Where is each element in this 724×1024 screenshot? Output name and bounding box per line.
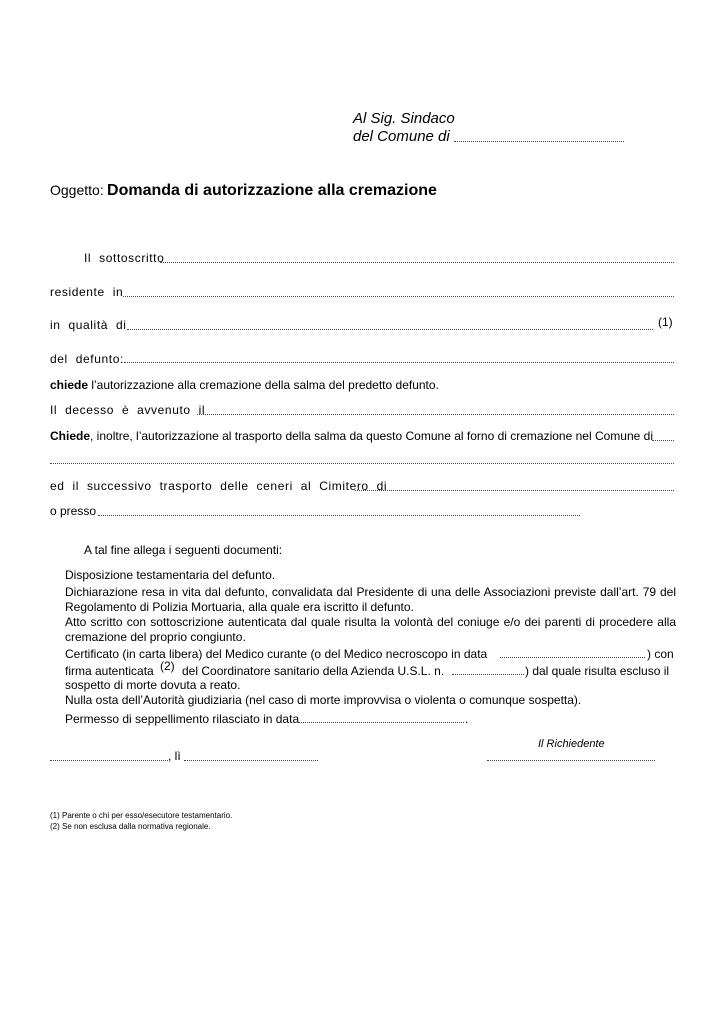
doc-item-text: Nulla osta dell’Autorità giudiziaria (nel caso di morte improvvisa o violenta o comunque sospetta). bbox=[65, 693, 582, 707]
chiede-sentence bbox=[50, 378, 439, 392]
qualita-field[interactable] bbox=[127, 329, 653, 330]
doc-item-testamento bbox=[50, 568, 676, 583]
defunto-field[interactable] bbox=[124, 362, 674, 363]
presso-label: o presso bbox=[50, 504, 97, 518]
doc-item-atto bbox=[50, 615, 676, 645]
signature-field[interactable] bbox=[487, 760, 655, 761]
permesso-end: . bbox=[465, 712, 469, 726]
cert-text-6: sospetto di morte dovuta a reato. bbox=[65, 678, 241, 692]
doc-item-nulla-osta bbox=[50, 693, 676, 708]
cimitero-field[interactable] bbox=[355, 490, 674, 491]
doc-item-text: Dichiarazione resa in vita dal defunto, convalidata dal Presidente di una delle Associazioni previste dall’art. 79 del Regolamento di Polizia Mortuaria, alla quale era iscritto il defunto. bbox=[65, 585, 676, 614]
usl-number-field[interactable] bbox=[452, 674, 524, 675]
decesso-field[interactable] bbox=[197, 414, 674, 415]
qualita-note: (1) bbox=[658, 315, 673, 329]
cert-text-1: Certificato (in carta libera) del Medico curante (o del Medico necroscopo in data bbox=[65, 647, 488, 661]
signature-label: Il Richiedente bbox=[538, 738, 605, 750]
cert-text-3: firma autenticata bbox=[65, 664, 154, 678]
cert-note: (2) bbox=[160, 659, 175, 673]
forno-comune-field[interactable] bbox=[652, 440, 674, 441]
recipient-line2: del Comune di bbox=[353, 128, 450, 145]
permesso-data-field[interactable] bbox=[298, 722, 464, 723]
comune-field[interactable] bbox=[454, 141, 624, 142]
doc-item-text: Atto scritto con sottoscrizione autenticata dal quale risulta la volontà del coniuge e/o dei parenti di procedere alla cremazione del proprio congiunto. bbox=[65, 615, 676, 644]
recipient-line1: Al Sig. Sindaco bbox=[353, 110, 455, 127]
subject-prefix: Oggetto: bbox=[50, 182, 104, 198]
cert-text-5: ) dal quale risulta escluso il bbox=[525, 664, 670, 678]
documents-intro: A tal fine allega i seguenti documenti: bbox=[84, 543, 283, 557]
subject-line bbox=[50, 182, 437, 200]
qualita-label: in qualità di bbox=[50, 318, 127, 332]
permesso-text: Permesso di seppellimento rilasciato in data bbox=[65, 712, 300, 726]
chiede2-bold: Chiede bbox=[50, 429, 91, 443]
cert-text-4: del Coordinatore sanitario della Azienda U.S.L. n. bbox=[182, 664, 445, 678]
forno-comune-field-cont[interactable] bbox=[50, 463, 674, 464]
footnote-2: (2) Se non esclusa dalla normativa regionale. bbox=[50, 822, 211, 831]
doc-item-dichiarazione bbox=[50, 585, 676, 615]
chiede-bold: chiede bbox=[50, 378, 89, 392]
defunto-label: del defunto: bbox=[50, 352, 124, 366]
presso-field[interactable] bbox=[98, 515, 580, 516]
chiede2-sentence bbox=[50, 429, 653, 443]
chiede-rest: l’autorizzazione alla cremazione della salma del predetto defunto. bbox=[88, 378, 439, 392]
page-title: Domanda di autorizzazione alla cremazione bbox=[107, 182, 437, 199]
doc-item-text: Disposizione testamentaria del defunto. bbox=[65, 568, 276, 582]
place-field[interactable] bbox=[50, 760, 168, 761]
chiede2-rest: , inoltre, l’autorizzazione al trasporto della salma da questo Comune al forno di cremazione nel Comune di bbox=[90, 429, 653, 443]
cert-data-field[interactable] bbox=[500, 657, 645, 658]
date-field[interactable] bbox=[184, 760, 318, 761]
sottoscritto-field[interactable] bbox=[160, 262, 674, 263]
cert-text-2: ) con bbox=[647, 647, 674, 661]
li-label: , lì bbox=[168, 749, 181, 763]
residente-field[interactable] bbox=[123, 296, 674, 297]
decesso-label: Il decesso è avvenuto il bbox=[50, 403, 206, 417]
sottoscritto-label: Il sottoscritto bbox=[84, 251, 165, 265]
ceneri-label: ed il successivo trasporto delle ceneri al Cimitero di bbox=[50, 479, 388, 493]
footnote-1: (1) Parente o chi per esso/esecutore testamentario. bbox=[50, 811, 233, 820]
residente-label: residente in bbox=[50, 285, 124, 299]
